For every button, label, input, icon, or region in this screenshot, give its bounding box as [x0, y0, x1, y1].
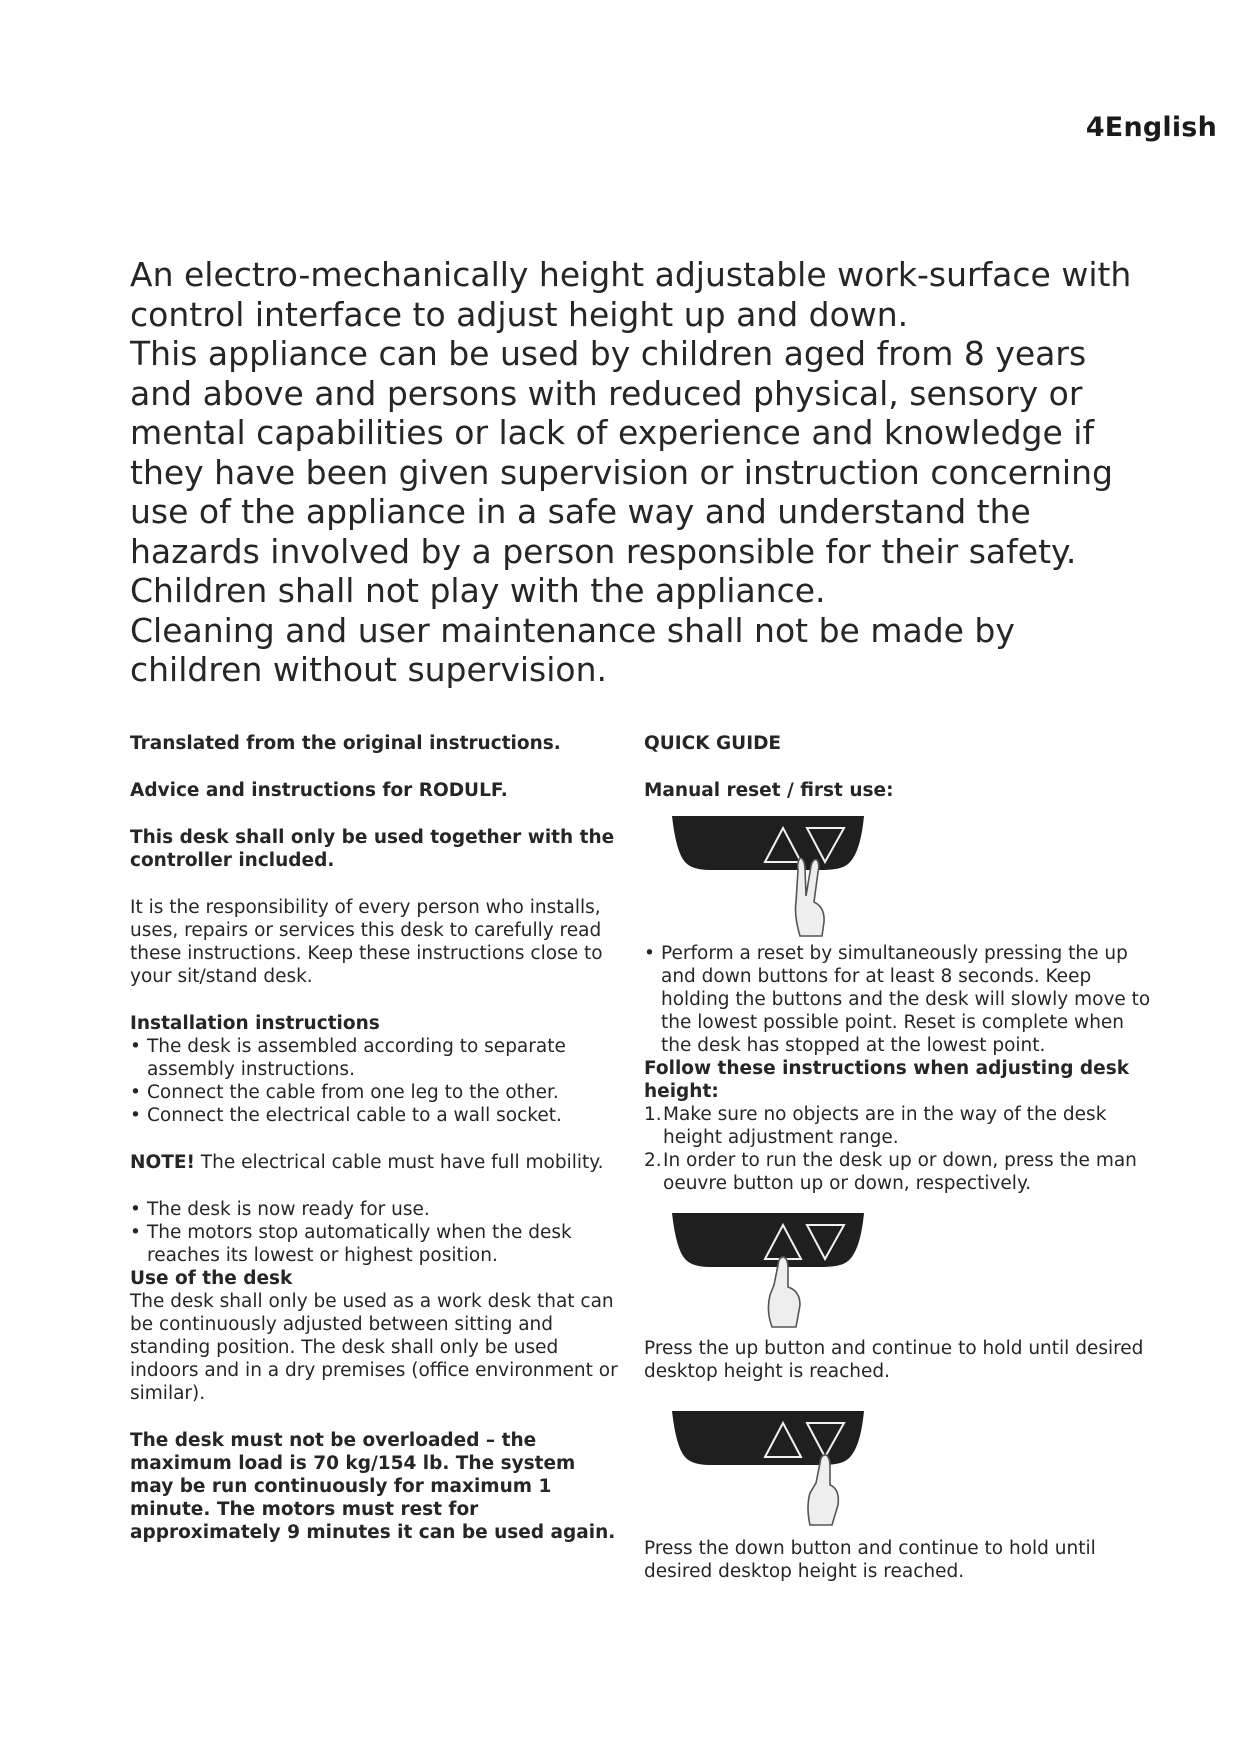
use-section	[130, 1267, 620, 1405]
step-number: 2.	[644, 1150, 662, 1171]
list-item: • The desk is now ready for use.	[130, 1198, 620, 1221]
left-column	[130, 732, 620, 1544]
installation-list	[130, 1035, 620, 1127]
responsibility-text: It is the responsibility of every person who installs, uses, repairs or services this desk to carefully read these instructions. Keep these instructions close to your sit/stand desk.	[130, 897, 603, 987]
installation-heading: Installation instructions	[130, 1013, 380, 1034]
right-column	[644, 732, 1154, 1583]
reset-heading: Manual reset / first use:	[644, 780, 894, 801]
use-heading: Use of the desk	[130, 1268, 293, 1289]
cable-note	[130, 1151, 620, 1174]
intro-paragraph-2: This appliance can be used by children aged from 8 years and above and persons with reduced physical, sensory or mental capabilities or lack of experience and knowledge if they have been given supervision or instruction concerning use of the appliance in a safe way and understand the hazards involved by a person responsible for their safety. Children shall not play with the appliance.	[130, 334, 1113, 610]
quick-guide-heading: QUICK GUIDE	[644, 733, 782, 754]
step-text: In order to run the desk up or down, press the man oeuvre button up or down, respectively.	[663, 1150, 1137, 1194]
ready-list	[130, 1198, 620, 1267]
list-item: • Connect the cable from one leg to the other.	[130, 1081, 620, 1104]
list-item: • Connect the electrical cable to a wall socket.	[130, 1104, 620, 1127]
list-item: • The desk is assembled according to separate assembly instructions.	[130, 1035, 620, 1081]
follow-heading: Follow these instructions when adjusting desk height:	[644, 1058, 1130, 1102]
down-caption: Press the down button and continue to hold until desired desktop height is reached.	[644, 1538, 1096, 1582]
list-item	[644, 1103, 1154, 1149]
list-item: • The motors stop automatically when the desk reaches its lowest or highest position.	[130, 1221, 620, 1267]
intro-paragraph-3: Cleaning and user maintenance shall not be made by children without supervision.	[130, 610, 1015, 689]
use-text: The desk shall only be used as a work desk that can be continuously adjusted between sitting and standing position. The desk shall only be used indoors and in a dry premises (office environment or similar).	[130, 1291, 618, 1404]
advice-heading: Advice and instructions for RODULF.	[130, 780, 508, 801]
note-label: NOTE!	[130, 1152, 195, 1173]
step-number: 1.	[644, 1104, 662, 1125]
list-item: • Perform a reset by simultaneously pressing the up and down buttons for at least 8 seconds. Keep holding the buttons and the desk will slowly move to the lowest possible point. Reset is complete when the desk has stopped at the lowest point.	[644, 942, 1154, 1057]
pointing-hand-icon	[768, 1257, 800, 1327]
adjust-steps	[644, 1103, 1154, 1195]
desk-controller-icon	[670, 1209, 880, 1333]
installation-section	[130, 1012, 620, 1127]
overload-warning: The desk must not be overloaded – the maximum load is 70 kg/154 lb. The system may be run continuously for maximum 1 minute. The motors must rest for approximately 9 minutes it can be used again.	[130, 1430, 616, 1543]
desk-controller-icon	[670, 812, 880, 938]
step-text: Make sure no objects are in the way of the desk height adjustment range.	[663, 1104, 1107, 1148]
up-caption: Press the up button and continue to hold until desired desktop height is reached.	[644, 1338, 1144, 1382]
note-text: The electrical cable must have full mobility.	[194, 1152, 604, 1173]
pointing-hand-icon	[808, 1455, 838, 1525]
desk-controller-icon	[670, 1407, 880, 1531]
translated-note: Translated from the original instructions.	[130, 733, 561, 754]
controller-note: This desk shall only be used together with the controller included.	[130, 827, 615, 871]
intro-paragraph-1: An electro-mechanically height adjustable work-surface with control interface to adjust height up and down.	[130, 255, 1132, 334]
list-item	[644, 1149, 1154, 1195]
page-header: 4English	[1085, 112, 1217, 143]
intro-warning	[130, 255, 1140, 690]
reset-list	[644, 942, 1154, 1057]
